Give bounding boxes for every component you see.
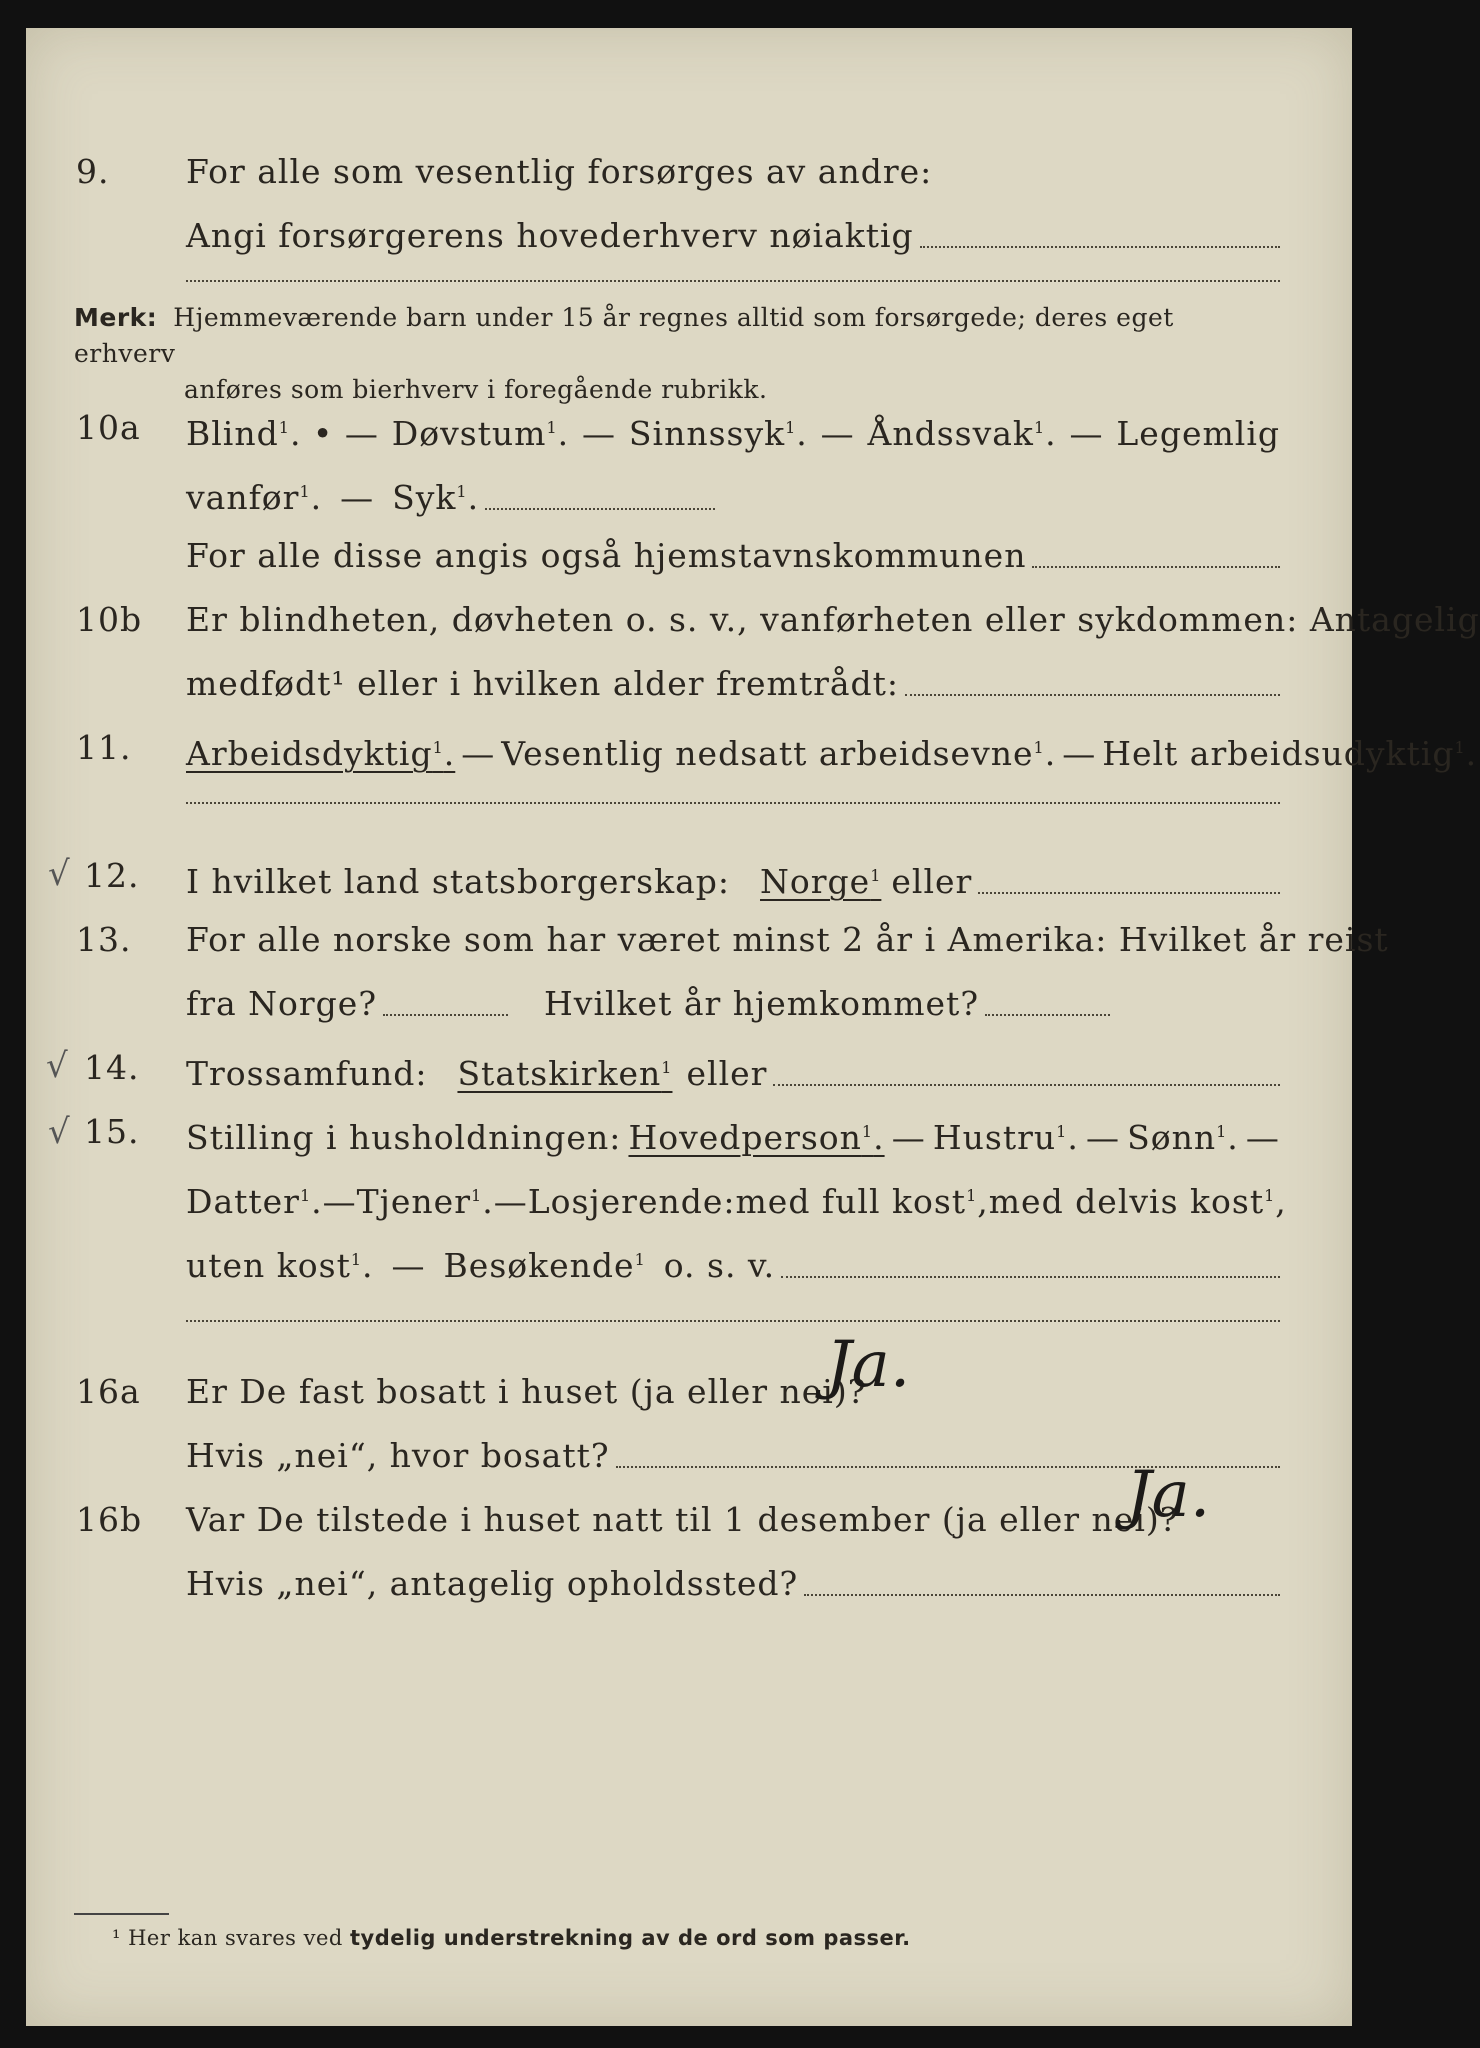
q16a-text-1: Er De fast bosatt i huset (ja eller nei)? — [186, 1372, 867, 1411]
label-losjerende: Losjerende: — [527, 1182, 736, 1221]
q12-line[interactable] — [186, 856, 1280, 902]
question-number-15: 15. — [84, 1112, 140, 1151]
dash: — — [891, 1118, 926, 1157]
footnote-divider — [74, 1913, 169, 1915]
option-arbeidsudyktig[interactable]: Helt arbeidsudyktig$^1$. — [1102, 734, 1478, 773]
option-hovedperson[interactable]: Hovedperson$^1$. — [628, 1118, 885, 1157]
dash: — — [391, 1246, 426, 1285]
option-besokende[interactable]: Besøkende$^1$ — [443, 1246, 646, 1285]
question-number-13: 13. — [76, 920, 132, 959]
q13-question-hjemkommet: Hvilket år hjemkommet? — [544, 984, 980, 1023]
q12-eller: eller — [891, 862, 973, 901]
q10b-line1 — [186, 600, 1480, 640]
option-sonn[interactable]: Sønn$^1$. — [1127, 1118, 1239, 1157]
q9-line1 — [186, 152, 1280, 192]
footnote-bold-text: tydelig understrekning av de ord som passer. — [350, 1926, 911, 1950]
q10a-text-3: For alle disse angis også hjemstavnskommunen — [186, 536, 1027, 575]
option-legemlig[interactable]: Legemlig — [1116, 414, 1280, 453]
answer-dotted-line[interactable] — [186, 280, 1280, 282]
option-tjener[interactable]: Tjener$^1$. — [356, 1182, 494, 1221]
footnote-text: Her kan svares ved — [128, 1926, 343, 1950]
option-sinnssyk[interactable]: Sinnssyk$^1$. — [628, 414, 808, 453]
option-arbeidsdyktig[interactable]: Arbeidsdyktig$^1$. — [186, 734, 456, 773]
question-number-14: 14. — [84, 1048, 140, 1087]
q14-eller: eller — [686, 1054, 768, 1093]
q13-question-reist: fra Norge? — [186, 984, 378, 1023]
checkmark-icon: √ — [46, 1046, 68, 1086]
dash: — — [1245, 1118, 1280, 1157]
q13-text-1: For alle norske som har været minst 2 år i Amerika: Hvilket år reist — [186, 920, 1389, 959]
answer-dotted-line[interactable] — [905, 693, 1280, 696]
q12-text: I hvilket land statsborgerskap: — [186, 862, 731, 901]
q10a-line1 — [186, 408, 1280, 454]
q15-line2 — [186, 1176, 1287, 1222]
q13-line2[interactable] — [186, 984, 1280, 1024]
answer-dotted-line[interactable] — [186, 802, 1280, 804]
q10b-text-2: medfødt¹ eller i hvilken alder fremtrådt: — [186, 664, 900, 703]
option-vanfor[interactable]: vanfør$^1$. — [186, 478, 323, 517]
q10a-line2 — [186, 472, 1280, 518]
checkmark-icon: √ — [48, 1112, 70, 1152]
question-number-10b: 10b — [76, 600, 143, 639]
answer-dotted-line[interactable] — [1032, 565, 1280, 568]
question-number-16b: 16b — [76, 1500, 143, 1539]
dash: — — [820, 414, 855, 453]
dash: — — [340, 478, 375, 517]
question-number-9: 9. — [76, 152, 110, 191]
q16a-line2[interactable] — [186, 1436, 1280, 1476]
merk-note — [74, 300, 1280, 408]
question-number-16a: 16a — [76, 1372, 141, 1411]
q9-line2[interactable] — [186, 216, 1280, 256]
q16b-line2[interactable] — [186, 1564, 1280, 1604]
answer-dotted-line[interactable] — [978, 891, 1280, 894]
q16b-line1[interactable] — [186, 1500, 1280, 1540]
checkmark-icon: √ — [48, 854, 70, 894]
answer-dotted-line[interactable] — [920, 245, 1280, 248]
q16b-text-1: Var De tilstede i huset natt til 1 desember (ja eller nei)? — [186, 1500, 1179, 1539]
q15-line3[interactable] — [186, 1240, 1280, 1286]
handwritten-answer-16b: Ja. — [1126, 1458, 1211, 1532]
q11-line1 — [186, 728, 1478, 774]
q16a-line1[interactable] — [186, 1372, 1280, 1412]
option-delvis-kost[interactable]: med delvis kost$^1$, — [988, 1182, 1287, 1221]
option-nedsatt-arbeidsevne[interactable]: Vesentlig nedsatt arbeidsevne$^1$. — [501, 734, 1057, 773]
merk-label: Merk: — [74, 303, 158, 332]
option-andssvak[interactable]: Åndssvak$^1$. — [867, 414, 1057, 453]
answer-dotted-line[interactable] — [485, 507, 715, 510]
question-number-10a: 10a — [76, 408, 141, 447]
option-uten-kost[interactable]: uten kost$^1$. — [186, 1246, 374, 1285]
q15-osv: o. s. v. — [663, 1246, 776, 1285]
q10a-line3[interactable] — [186, 536, 1280, 576]
merk-text-2: anføres som bierhverv i foregående rubrikk. — [184, 375, 768, 404]
q14-text: Trossamfund: — [186, 1054, 428, 1093]
dash: — — [493, 1182, 528, 1221]
option-norge[interactable]: Norge$^1$ — [760, 862, 882, 901]
dash: — — [1062, 734, 1097, 773]
q10b-line2[interactable] — [186, 664, 1280, 704]
option-statskirken[interactable]: Statskirken$^1$ — [457, 1054, 673, 1093]
merk-text-1: Hjemmeværende barn under 15 år regnes alltid som forsørgede; deres eget erhverv — [74, 303, 1174, 368]
answer-dotted-line[interactable] — [985, 1013, 1110, 1016]
q10b-text-1: Er blindheten, døvheten o. s. v., vanførheten eller sykdommen: Antagelig — [186, 600, 1480, 639]
q13-line1 — [186, 920, 1389, 960]
q16b-text-2: Hvis „nei“, antagelig opholdssted? — [186, 1564, 799, 1603]
q15-line1 — [186, 1112, 1280, 1158]
handwritten-answer-16a: Ja. — [826, 1328, 911, 1402]
q14-line[interactable] — [186, 1048, 1280, 1094]
q15-text: Stilling i husholdningen: — [186, 1118, 622, 1157]
dash: — — [1085, 1118, 1120, 1157]
answer-dotted-line[interactable] — [186, 1320, 1280, 1322]
option-datter[interactable]: Datter$^1$. — [186, 1182, 323, 1221]
answer-dotted-line[interactable] — [773, 1083, 1280, 1086]
dash: — — [582, 414, 617, 453]
answer-dotted-line[interactable] — [781, 1275, 1280, 1278]
dash: — — [322, 1182, 357, 1221]
option-dovstum[interactable]: Døvstum$^1$. — [391, 414, 570, 453]
question-number-11: 11. — [76, 728, 132, 767]
question-number-12: 12. — [84, 856, 140, 895]
dash: — — [1069, 414, 1104, 453]
answer-dotted-line[interactable] — [804, 1593, 1280, 1596]
dash: — — [461, 734, 496, 773]
q9-text-2: Angi forsørgerens hovederhverv nøiaktig — [186, 216, 914, 255]
option-full-kost[interactable]: med full kost$^1$, — [735, 1182, 989, 1221]
footnote-mark: ¹ — [112, 1926, 121, 1950]
q9-text-1: For alle som vesentlig forsørges av andre: — [186, 152, 933, 191]
option-syk[interactable]: Syk$^1$. — [392, 478, 480, 517]
option-hustru[interactable]: Hustru$^1$. — [932, 1118, 1079, 1157]
footnote — [112, 1926, 911, 1950]
q16a-text-2: Hvis „nei“, hvor bosatt? — [186, 1436, 610, 1475]
answer-dotted-line[interactable] — [383, 1013, 508, 1016]
census-form-page — [26, 28, 1480, 2026]
option-blind[interactable]: Blind$^1$. • — — [186, 414, 379, 453]
